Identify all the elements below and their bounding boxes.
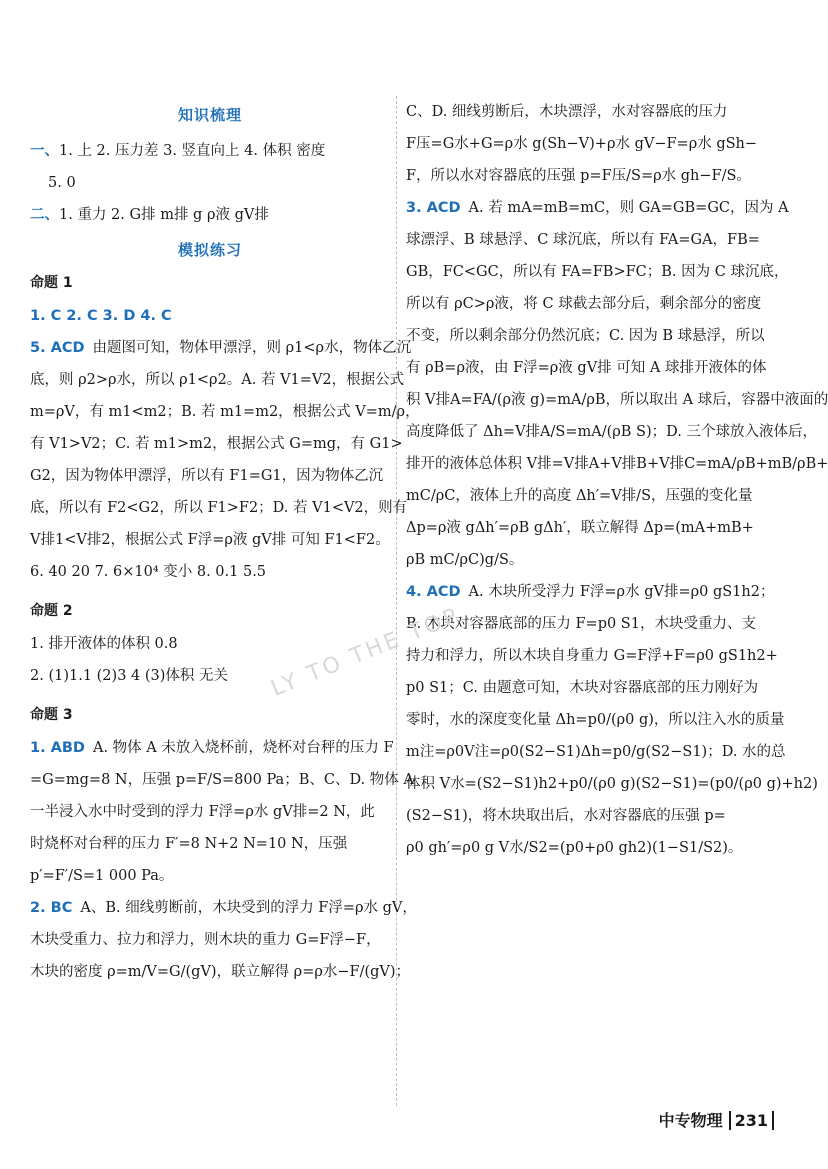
q4-line: 持力和浮力，所以木块自身重力 G=F浮+F=ρ0 gS1h2+ (406, 648, 778, 664)
q4-line: m注=ρ0V注=ρ0(S2−S1)Δh=p0/g(S2−S1)；D. 水的总 (406, 744, 786, 760)
topic-3-q1 (30, 732, 394, 764)
watermark-logo: LY TO THE TOP (267, 603, 464, 702)
q5-line: V排1<V排2，根据公式 F浮=ρ液 gV排 可知 F1<F2。 (30, 532, 390, 548)
topic-3-q2 (30, 892, 417, 924)
knowledge-answers-2: 1. 重力 2. G排 m排 g ρ液 gV排 (59, 207, 269, 223)
knowledge-line-2 (30, 199, 390, 231)
q5-line: 有 V1>V2；C. 若 m1>m2，根据公式 G=mg，有 G1> (30, 436, 403, 452)
topic-1-heading: 命题 1 (30, 275, 73, 291)
q4-line: B. 木块对容器底部的压力 F=p0 S1，木块受重力、支 (406, 616, 756, 632)
q2-line: A、B. 细线剪断前，木块受到的浮力 F浮=ρ水 gV， (80, 900, 417, 916)
section-title-knowledge: 知识梳理 (177, 106, 242, 124)
q3-line: 积 V排A=FA/(ρ液 g)=mA/ρB，所以取出 A 球后，容器中液面的 (406, 392, 828, 408)
q3-line: mC/ρC，液体上升的高度 Δh′=V排/S，压强的变化量 (406, 488, 753, 504)
topic-3-heading: 命题 3 (30, 707, 73, 723)
q5-line: 底，则 ρ2>ρ水，所以 ρ1<ρ2。A. 若 V1=V2，根据公式 (30, 372, 405, 388)
page-footer (659, 1108, 774, 1131)
q5-line: m=ρV，有 m1<m2；B. 若 m1=m2，根据公式 V=m/ρ， (30, 404, 420, 420)
knowledge-line-1b: 5. 0 (48, 175, 76, 191)
q3-line: 所以有 ρC>ρ液，将 C 球截去部分后，剩余部分的密度 (406, 296, 762, 312)
topic-2-q2: 2. (1)1.1 (2)3 4 (3)体积 无关 (30, 668, 229, 684)
q4-line: A. 木块所受浮力 F浮=ρ水 gV排=ρ0 gS1h2； (468, 584, 775, 600)
q4-line: ρ0 gh′=ρ0 g V水/S2=(p0+ρ0 gh2)(1−S1/S2)。 (406, 840, 743, 856)
q4-line: (S2−S1)，将木块取出后，水对容器底的压强 p= (406, 808, 726, 824)
q5-line: 由题图可知，物体甲漂浮，则 ρ1<ρ水，物体乙沉 (92, 340, 412, 356)
topic-2-heading: 命题 2 (30, 603, 73, 619)
q4-label: 4. ACD (406, 584, 461, 600)
page-number: 231 (729, 1111, 774, 1130)
q5-line: G2，因为物体甲漂浮，所以有 F1=G1，因为物体乙沉 (30, 468, 384, 484)
section-title-practice: 模拟练习 (177, 241, 242, 259)
topic-1-answers-1-4: 1. C 2. C 3. D 4. C (30, 308, 172, 324)
q3-line: GB，FC<GC，所以有 FA=FB>FC；B. 因为 C 球沉底， (406, 264, 789, 280)
q1-label: 1. ABD (30, 740, 85, 756)
q4-line: p0 S1；C. 由题意可知，木块对容器底部的压力刚好为 (406, 680, 759, 696)
q3-line: 排开的液体总体积 V排=V排A+V排B+V排C=mA/ρB+mB/ρB+ (406, 456, 828, 472)
right-column (406, 96, 828, 864)
q1-line: 时烧杯对台秤的压力 F′=8 N+2 N=10 N，压强 (30, 836, 348, 852)
q5-line: 底，所以有 F2<G2，所以 F1>F2；D. 若 V1<V2，则有 (30, 500, 408, 516)
q1-line: =G=mg=8 N，压强 p=F/S=800 Pa；B、C、D. 物体 A (30, 772, 414, 788)
knowledge-prefix-2: 二、 (30, 207, 59, 223)
footer-subject: 中专物理 (658, 1111, 723, 1130)
left-column (30, 96, 420, 988)
q2-line: 木块受重力、拉力和浮力，则木块的重力 G=F浮−F， (30, 932, 381, 948)
q3-line: Δp=ρ液 gΔh′=ρB gΔh′，联立解得 Δp=(mA+mB+ (406, 520, 754, 536)
knowledge-line-1 (30, 135, 390, 167)
q2-line: 木块的密度 ρ=m/V=G/(gV)，联立解得 ρ=ρ水−F/(gV)； (30, 964, 411, 980)
cd-line: C、D. 细线剪断后，木块漂浮，水对容器底的压力 (406, 104, 728, 120)
topic-1-answers-6-8: 6. 40 20 7. 6×10⁴ 变小 8. 0.1 5.5 (30, 564, 267, 580)
topic-1-q5 (30, 332, 412, 364)
topic-3-q3 (406, 192, 789, 224)
q3-label: 3. ACD (406, 200, 461, 216)
q1-line: 一半浸入水中时受到的浮力 F浮=ρ水 gV排=2 N，此 (30, 804, 375, 820)
cd-line: F压=G水+G=ρ水 g(Sh−V)+ρ水 gV−F=ρ水 gSh− (406, 136, 758, 152)
knowledge-answers-1: 1. 上 2. 压力差 3. 竖直向上 4. 体积 密度 (59, 143, 326, 159)
q5-label: 5. ACD (30, 340, 85, 356)
q4-line: 体积 V水=(S2−S1)h2+p0/(ρ0 g)(S2−S1)=(p0/(ρ0 g)+h2) (406, 776, 818, 792)
q4-line: 零时，水的深度变化量 Δh=p0/(ρ0 g)，所以注入水的质量 (406, 712, 785, 728)
column-divider (396, 96, 397, 1106)
topic-2-q1: 1. 排开液体的体积 0.8 (30, 636, 178, 652)
cd-line: F，所以水对容器底的压强 p=F压/S=ρ水 gh−F/S。 (406, 168, 751, 184)
q1-line: A. 物体 A 未放入烧杯前，烧杯对台秤的压力 F (92, 740, 394, 756)
topic-3-q4 (406, 576, 778, 608)
q3-line: 有 ρB=ρ液，由 F浮=ρ液 gV排 可知 A 球排开液体的体 (406, 360, 767, 376)
q3-line: A. 若 mA=mB=mC，则 GA=GB=GC，因为 A (468, 200, 789, 216)
q3-line: ρB mC/ρC)g/S。 (406, 552, 524, 568)
q3-line: 不变，所以剩余部分仍然沉底；C. 因为 B 球悬浮，所以 (406, 328, 765, 344)
q3-line: 高度降低了 Δh=V排A/S=mA/(ρB S)；D. 三个球放入液体后， (406, 424, 817, 440)
q1-line: p′=F′/S=1 000 Pa。 (30, 868, 174, 884)
q2-label: 2. BC (30, 900, 73, 916)
q3-line: 球漂浮、B 球悬浮、C 球沉底，所以有 FA=GA，FB= (406, 232, 760, 248)
knowledge-prefix-1: 一、 (30, 143, 59, 159)
